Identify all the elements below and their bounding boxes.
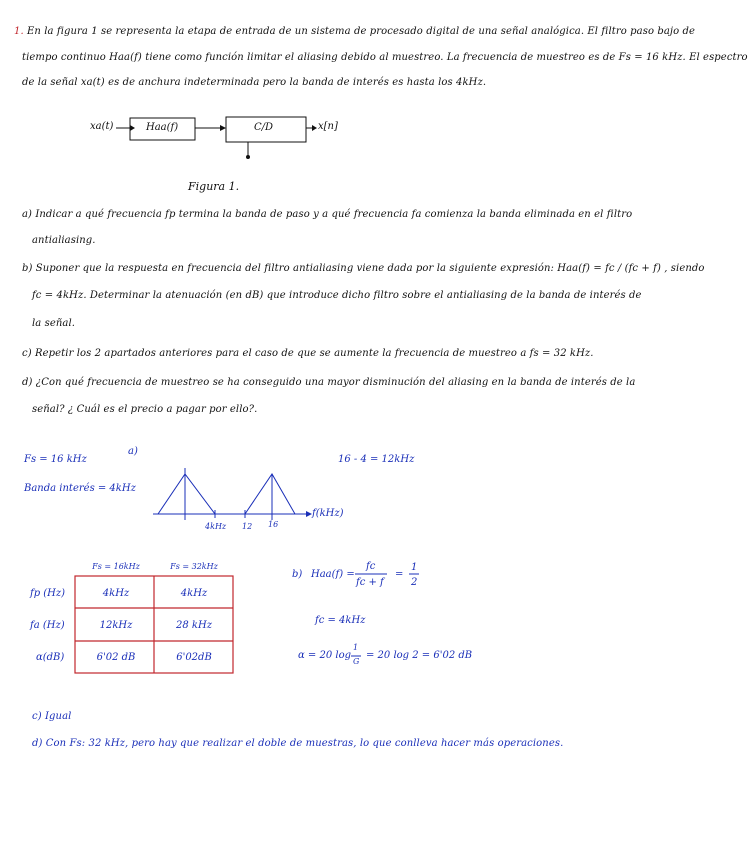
problem-number: 1. (14, 26, 24, 37)
table-row-label-fa: fa (Hz) (30, 620, 65, 631)
question-a-line-1: a) Indicar a qué frecuencia fp termina la banda de paso y a qué frecuencia fa comienza la banda eliminada en el filtro (22, 209, 633, 220)
part-b-alpha-den: G (353, 657, 360, 666)
part-b-alpha-rest: = 20 log 2 = 6'02 dB (366, 650, 473, 661)
part-b-alpha-line: α = 20 log (298, 650, 352, 661)
problem-intro-line-1: 1. En la figura 1 se representa la etapa de entrada de un sistema de procesado digital de una señal analógica. El filtro paso bajo de (14, 26, 696, 37)
table-cell-fp-32: 4kHz (180, 588, 208, 599)
part-d-answer: d) Con Fs: 32 kHz, pero hay que realizar el doble de muestras, lo que conlleva hacer más operaciones. (32, 738, 564, 749)
table-row-label-fp: fp (Hz) (30, 588, 66, 599)
problem-intro-line-2: tiempo continuo Haa(f) tiene como función limitar el aliasing debido al muestreo. La frecuencia de muestreo es de Fs = 16 kHz. El espectro (22, 52, 748, 63)
part-b-alpha-num: 1 (353, 643, 359, 652)
tick-label-12: 12 (242, 522, 253, 531)
figure-caption: Figura 1. (188, 180, 240, 193)
band-note: Banda interés = 4kHz (24, 483, 136, 494)
filter-label: Haa(f) (146, 122, 179, 133)
part-b-half-den: 2 (411, 577, 418, 588)
table-cell-fp-16: 4kHz (102, 588, 130, 599)
table-cell-fa-16: 12kHz (99, 620, 133, 631)
question-b-line-3: la señal. (32, 318, 76, 329)
table-row-label-alpha: α(dB) (36, 652, 65, 663)
table-cell-alpha-16: 6'02 dB (96, 652, 136, 663)
part-b-formula-lhs: Haa(f) = (311, 569, 355, 580)
output-signal-label: x[n] (318, 121, 338, 132)
freq-axis-label: f(kHz) (312, 508, 344, 519)
question-d-line-1: d) ¿Con qué frecuencia de muestreo se ha conseguido una mayor disminución del aliasing en la banda de interés de la (22, 377, 636, 388)
question-b-line-1: b) Suponer que la respuesta en frecuencia del filtro antialiasing viene dada por la siguiente expresión: Haa(f) = fc / (fc + f) , siendo (22, 263, 705, 274)
tick-label-16: 16 (268, 520, 279, 529)
alias-note: 16 - 4 = 12kHz (338, 454, 415, 465)
part-b-label: b) (292, 569, 303, 580)
converter-label: C/D (254, 122, 274, 133)
part-b-denominator: fc + f (356, 577, 384, 588)
input-signal-label: xa(t) (90, 121, 114, 132)
part-c-answer: c) Igual (32, 711, 72, 722)
part-b-half-num: 1 (411, 562, 418, 573)
tick-label-4khz: 4kHz (205, 522, 227, 531)
table-header-fs16: Fs = 16kHz (92, 562, 140, 571)
question-c-line-1: c) Repetir los 2 apartados anteriores para el caso de que se aumente la frecuencia de muestreo a fs = 32 kHz. (22, 348, 594, 359)
fs-note: Fs = 16 kHz (24, 454, 87, 465)
table-header-fs32: Fs = 32kHz (170, 562, 218, 571)
question-b-line-2: fc = 4kHz. Determinar la atenuación (en dB) que introduce dicho filtro sobre el antialiasing de la banda de interés de (32, 290, 642, 301)
problem-intro-line-3: de la señal xa(t) es de anchura indeterminada pero la banda de interés es hasta los 4kHz. (22, 77, 487, 88)
question-a-line-2: antialiasing. (32, 235, 96, 246)
table-cell-fa-32: 28 kHz (176, 620, 212, 631)
question-d-line-2: señal? ¿ Cuál es el precio a pagar por ello?. (32, 404, 258, 415)
part-b-numerator: fc (366, 561, 376, 572)
part-a-label: a) (128, 446, 138, 457)
part-b-equals: = (395, 569, 404, 580)
part-b-fc-line: fc = 4kHz (315, 615, 366, 626)
table-cell-alpha-32: 6'02dB (176, 652, 212, 663)
